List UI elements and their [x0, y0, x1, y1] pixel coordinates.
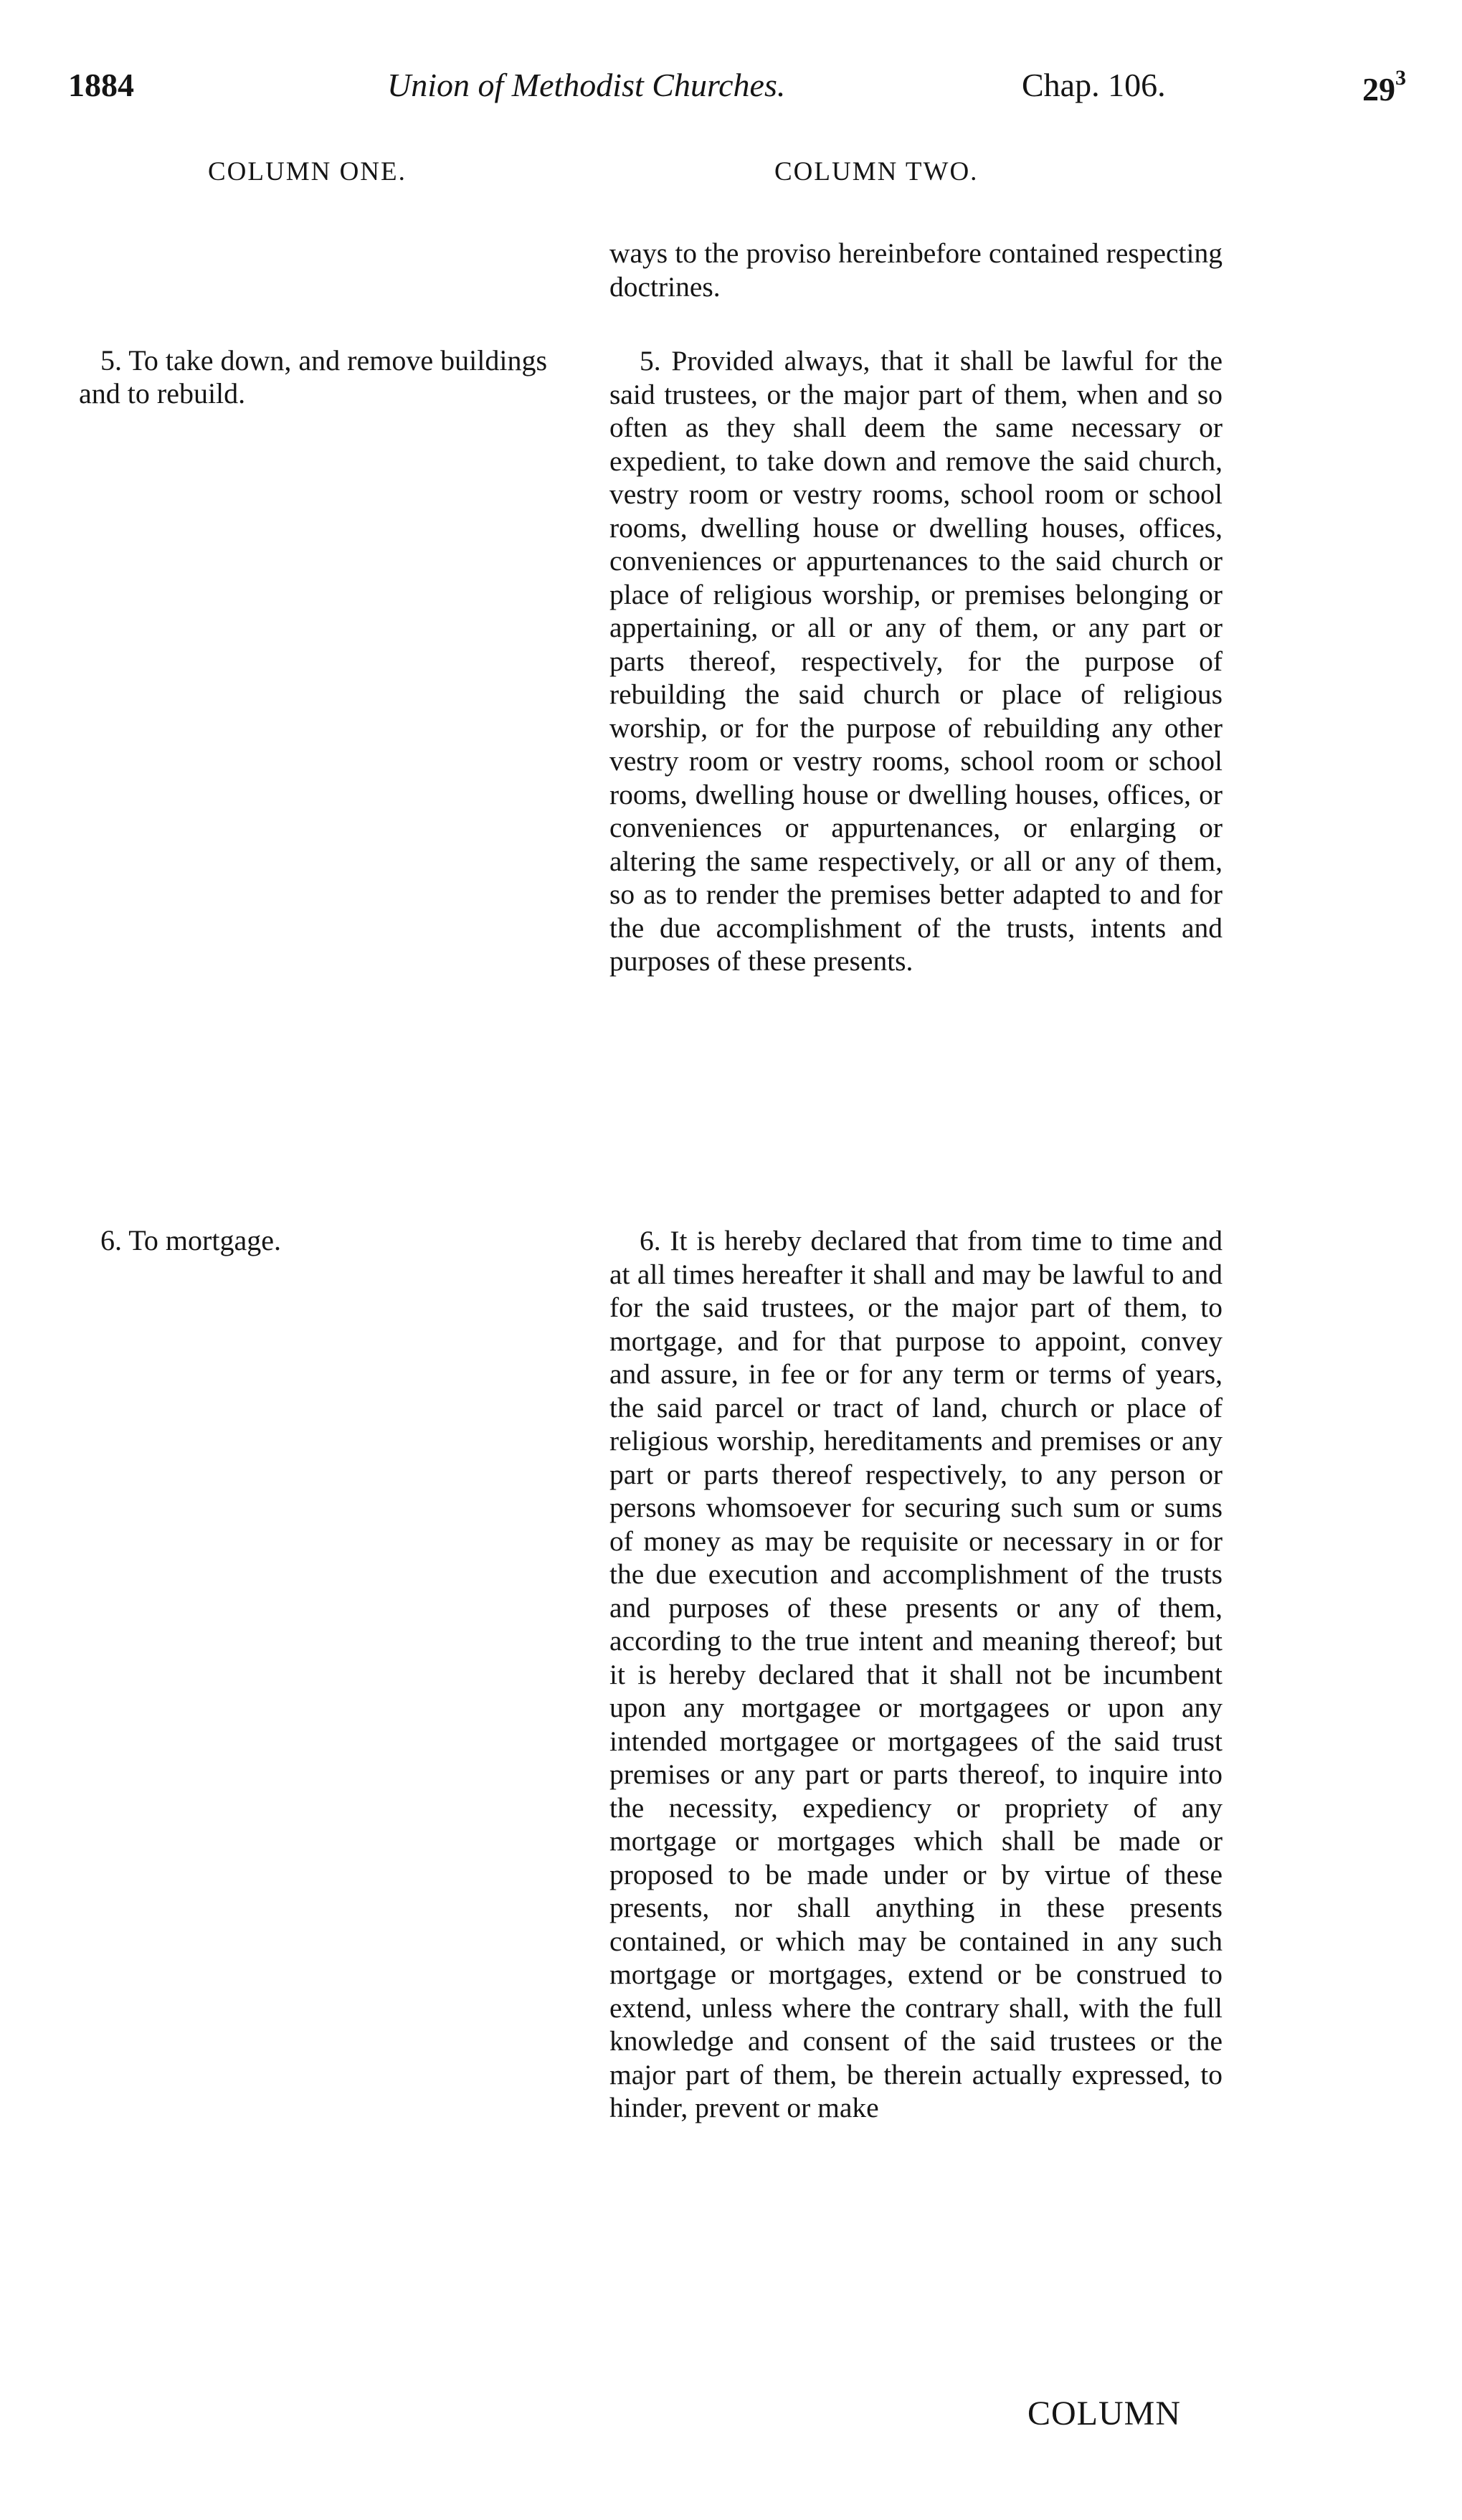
marginal-note-6-text: 6. To mortgage. — [100, 1224, 281, 1256]
marginal-note-5-text: 5. To take down, and remove buildings and to rebuild. — [79, 344, 548, 409]
section-6-paragraph: 6. It is hereby declared that from time to time and at all times hereafter it shall and may be lawful to and for the said trustees, or the major part of them, to mortgage, and for that purpose to appoint, convey and assure, in fee or for any term or terms of years, the said parcel or tract of land, church or place of religious worship, hereditaments and premises or any part or parts thereof respectively, to any person or persons whomsoever for securing such sum or sums of money as may be requisite or necessary in or for the due execution and accomplishment of the trusts and purposes of these presents or any of them, according to the true intent and meaning thereof; but it is hereby declared that it shall not be incumbent upon any mortgagee or mortgagees or upon any intended mortgagee or mortgagees of the said trust premises or any part or parts thereof, to inquire into the necessity, expediency or propriety of any mortgage or mortgages which shall be made or proposed to be made under or by virtue of these presents, nor shall anything in these presents contained, or which may be contained in any such mortgage or mortgages, extend or be construed to extend, unless where the contrary shall, with the full knowledge and consent of the said trustees or the major part of them, be therein actually expressed, to hinder, prevent or make — [609, 1225, 1223, 2123]
header-year: 1884 — [68, 67, 134, 103]
marginal-note-6 — [100, 1224, 617, 1257]
running-head — [0, 66, 1462, 116]
page-number-superscript: 3 — [1395, 66, 1406, 90]
continuation-block — [609, 237, 1223, 303]
section-5-block — [609, 344, 1223, 978]
section-6-block — [609, 1224, 1223, 2125]
catchword: COLUMN — [1027, 2395, 1182, 2433]
section-5-paragraph: 5. Provided always, that it shall be lawful for the said trustees, or the major part of them, when and so often as they shall deem the same necessary or expedient, to take down and remove the said church, vestry room or vestry rooms, school room or school rooms, dwelling house or dwelling houses, offices, conveniences or appurtenances to the said church or place of religious worship, or premises belonging or appertaining, or all or any of them, or any part or parts thereof, respectively, for the purpose of rebuilding the said church or place of religious worship, or for the purpose of rebuilding any other vestry room or vestry rooms, school room or school rooms, dwelling house or dwelling houses, offices, or conveniences or appurtenances, or enlarging or altering the same respectively, or all or any of them, so as to render the premises better adapted to and for the due accomplishment of the trusts, intents and purposes of these presents. — [609, 345, 1223, 977]
header-chapter: Chap. 106. — [1022, 67, 1166, 103]
continuation-paragraph: ways to the proviso hereinbefore contained respecting doctrines. — [609, 237, 1223, 303]
column-two-heading: COLUMN TWO. — [774, 157, 979, 186]
column-one-heading: COLUMN ONE. — [208, 157, 407, 186]
header-page-number — [1362, 66, 1406, 108]
marginal-note-5 — [79, 344, 595, 410]
header-title: Union of Methodist Churches. — [387, 67, 786, 103]
page-number: 29 — [1362, 71, 1395, 108]
